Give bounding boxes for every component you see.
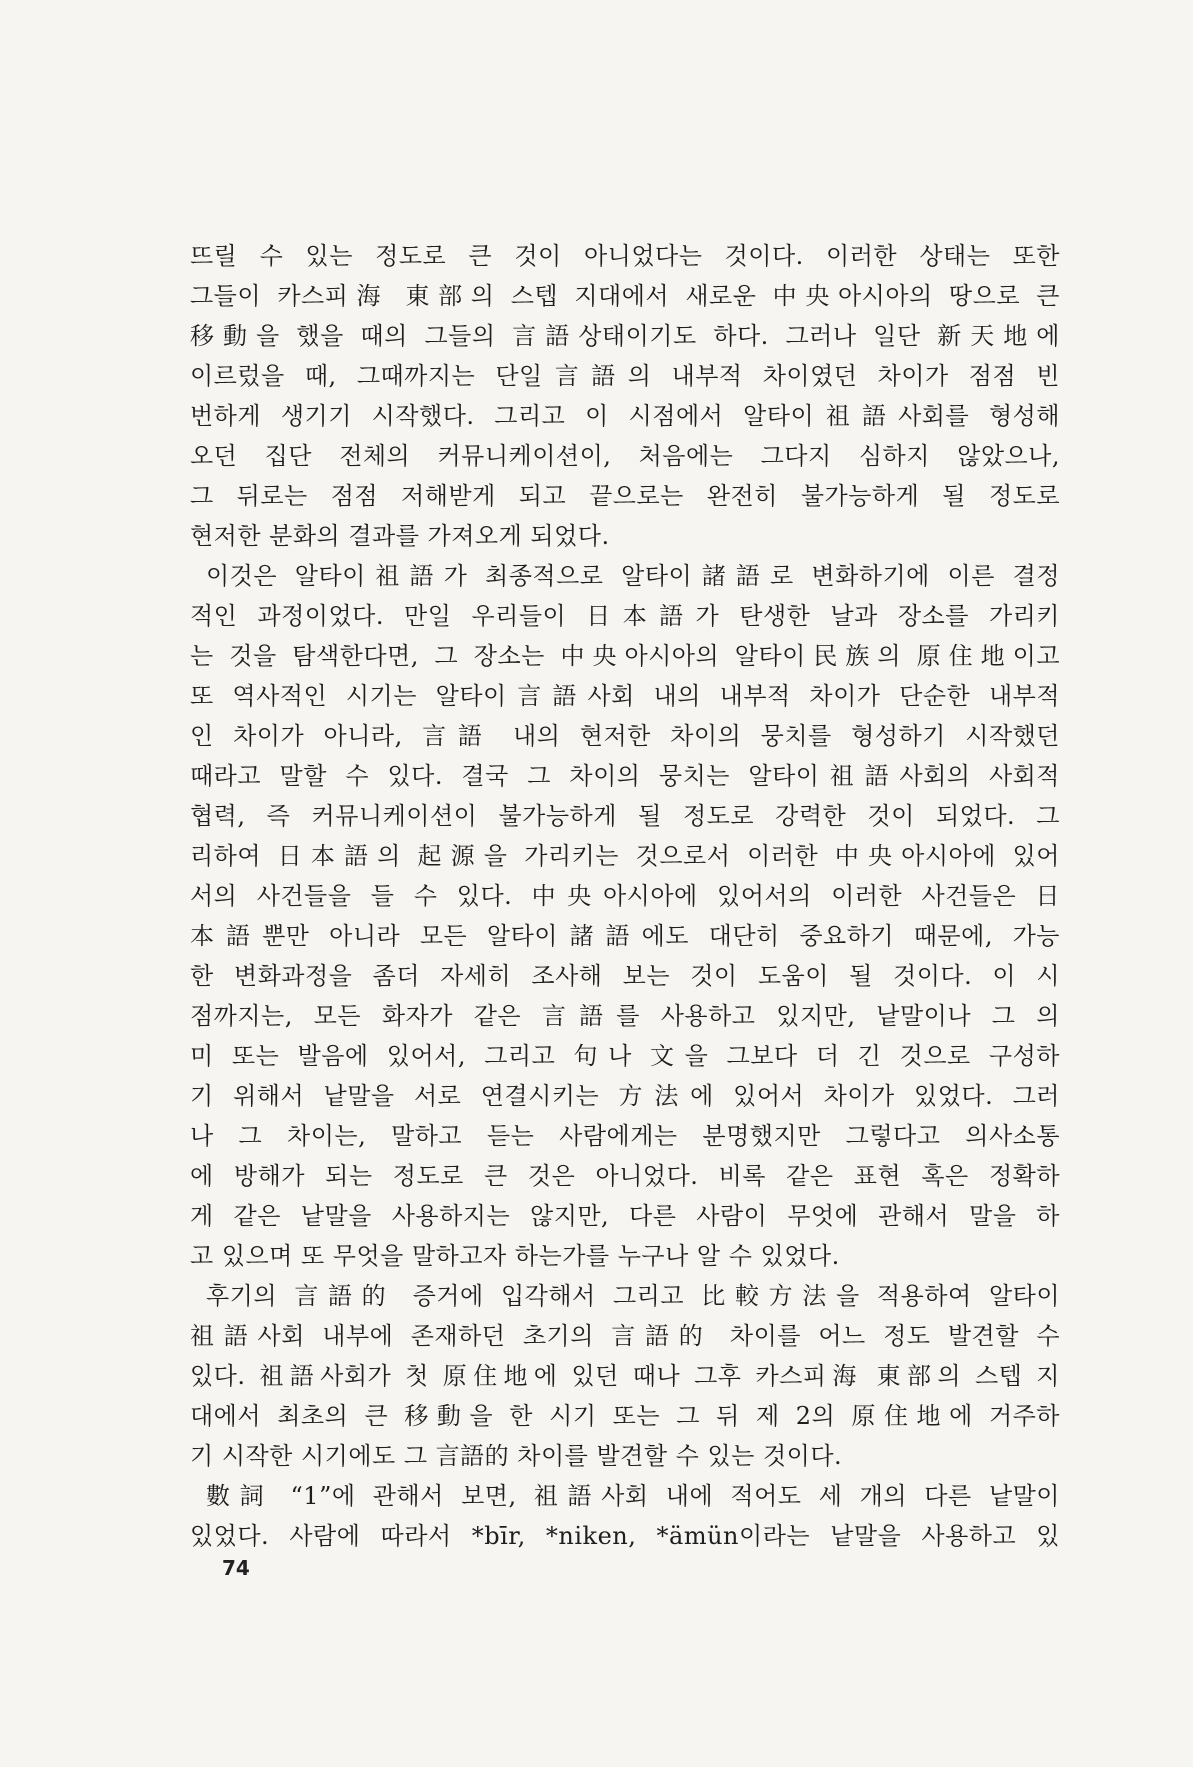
text-line: 祖語사회 내부에 존재하던 초기의 言語的 차이를 어느 정도 발견할 수 [190, 1322, 1060, 1350]
text-line: 고 있으며 또 무엇을 말하고자 하는가를 누구나 알 수 있었다. [190, 1242, 840, 1270]
text-line: 에 방해가 되는 정도로 큰 것은 아니었다. 비록 같은 표현 혹은 정확하 [190, 1162, 1060, 1190]
text-line: 후기의 言語的 증거에 입각해서 그리고 比較方法을 적용하여 알타이 [206, 1282, 1060, 1310]
text-line: 있다. 祖語사회가 첫 原住地에 있던 때나 그후 카스피海 東部의 스텝 지 [190, 1362, 1060, 1390]
text-line: 있었다. 사람에 따라서 *bīr, *niken, *ämün이라는 낱말을 사용하고 있 [190, 1522, 1060, 1550]
text-line: 리하여 日本語의 起源을 가리키는 것으로서 이러한 中央아시아에 있어 [190, 842, 1060, 870]
text-line: 本語뿐만 아니라 모든 알타이諸語에도 대단히 중요하기 때문에, 가능 [190, 922, 1060, 950]
text-line: 또 역사적인 시기는 알타이言語사회 내의 내부적 차이가 단순한 내부적 [190, 682, 1060, 710]
text-line: 인 차이가 아니라, 言語 내의 현저한 차이의 뭉치를 형성하기 시작했던 [190, 722, 1060, 750]
text-line: 대에서 최초의 큰 移動을 한 시기 또는 그 뒤 제 2의 原住地에 거주하 [190, 1402, 1060, 1430]
text-line: 기 위해서 낱말을 서로 연결시키는 方法에 있어서 차이가 있었다. 그러 [190, 1082, 1060, 1110]
text-line: 數詞 “1”에 관해서 보면, 祖語사회 내에 적어도 세 개의 다른 낱말이 [206, 1482, 1060, 1510]
text-line: 는 것을 탐색한다면, 그 장소는 中央아시아의 알타이民族의 原住地이고 [190, 642, 1060, 670]
text-line: 오던 집단 전체의 커뮤니케이션이, 처음에는 그다지 심하지 않았으나, [190, 442, 1060, 470]
text-line: 이르렀을 때, 그때까지는 단일言語의 내부적 차이였던 차이가 점점 빈 [190, 362, 1060, 390]
text-line: 그 뒤로는 점점 저해받게 되고 끝으로는 완전히 불가능하게 될 정도로 [190, 482, 1060, 510]
body-text [190, 236, 1060, 1556]
text-line: 게 같은 낱말을 사용하지는 않지만, 다른 사람이 무엇에 관해서 말을 하 [190, 1202, 1060, 1230]
text-line: 그들이 카스피海 東部의 스텝 지대에서 새로운 中央아시아의 땅으로 큰 [190, 282, 1060, 310]
text-line: 기 시작한 시기에도 그 言語的 차이를 발견할 수 있는 것이다. [190, 1442, 843, 1470]
text-line: 미 또는 발음에 있어서, 그리고 句나 文을 그보다 더 긴 것으로 구성하 [190, 1042, 1060, 1070]
text-line: 협력, 즉 커뮤니케이션이 불가능하게 될 정도로 강력한 것이 되었다. 그 [190, 802, 1060, 830]
text-line: 서의 사건들을 들 수 있다. 中央아시아에 있어서의 이러한 사건들은 日 [190, 882, 1060, 910]
text-line: 뜨릴 수 있는 정도로 큰 것이 아니었다는 것이다. 이러한 상태는 또한 [190, 242, 1060, 270]
text-line: 移動을 했을 때의 그들의 言語상태이기도 하다. 그러나 일단 新天地에 [190, 322, 1060, 350]
page-number: 74 [222, 1556, 250, 1580]
text-line: 번하게 생기기 시작했다. 그리고 이 시점에서 알타이祖語사회를 형성해 [190, 402, 1060, 430]
text-line: 한 변화과정을 좀더 자세히 조사해 보는 것이 도움이 될 것이다. 이 시 [190, 962, 1060, 990]
text-line: 점까지는, 모든 화자가 같은 言語를 사용하고 있지만, 낱말이나 그 의 [190, 1002, 1060, 1030]
text-line: 나 그 차이는, 말하고 듣는 사람에게는 분명했지만 그렇다고 의사소통 [190, 1122, 1060, 1150]
text-line: 이것은 알타이祖語가 최종적으로 알타이諸語로 변화하기에 이른 결정 [206, 562, 1060, 590]
text-line: 현저한 분화의 결과를 가져오게 되었다. [190, 522, 610, 550]
text-line: 때라고 말할 수 있다. 결국 그 차이의 뭉치는 알타이祖語사회의 사회적 [190, 762, 1060, 790]
text-line: 적인 과정이었다. 만일 우리들이 日本語가 탄생한 날과 장소를 가리키 [190, 602, 1060, 630]
